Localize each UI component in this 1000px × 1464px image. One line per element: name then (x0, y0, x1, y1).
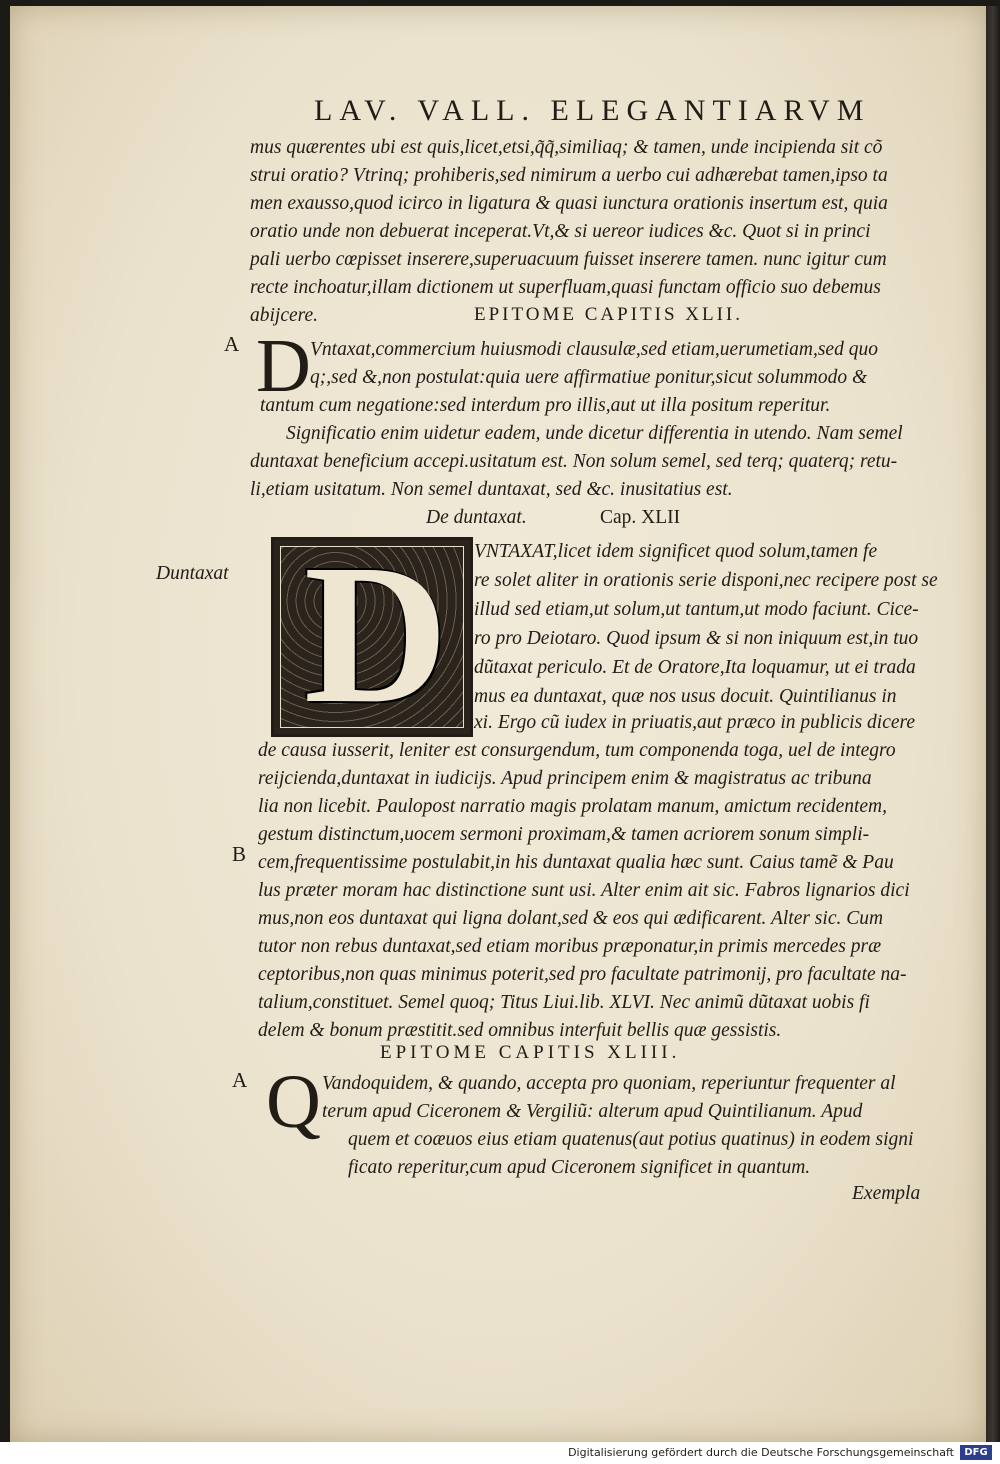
text-line: Vntaxat,commercium huiusmodi clausulæ,sed etiam,uerumetiam,sed quo (310, 339, 878, 360)
drop-cap-d: D (256, 324, 311, 408)
text-line: reijcienda,duntaxat in iudicijs. Apud principem enim & magistratus ac tribuna (258, 768, 872, 789)
text-line: abijcere. (250, 305, 319, 326)
text-line: mus quærentes ubi est quis,licet,etsi,q̃q̃,similiaq; & tamen, unde incipienda sit cõ (250, 137, 883, 158)
margin-letter-a-2: A (232, 1068, 248, 1092)
running-head: LAV. VALL. ELEGANTIARVM (314, 94, 871, 127)
text-line: li,etiam usitatum. Non semel duntaxat, sed &c. inusitatius est. (250, 479, 733, 500)
text-line: delem & bonum præstitit.sed omnibus interfuit bellis quæ gessistis. (258, 1020, 782, 1041)
text-line: lia non licebit. Paulopost narratio magis prolatam manum, amictum recidentem, (258, 796, 888, 817)
text-line: tantum cum negatione:sed interdum pro illis,aut ut illa positum reperitur. (260, 395, 831, 416)
text-line: de causa iusserit, leniter est consurgendum, tum componenda toga, uel de integro (258, 740, 896, 761)
text-line: duntaxat beneficium accepi.usitatum est. Non solum semel, sed terq; quaterq; retu- (250, 451, 898, 472)
text-line: dũtaxat periculo. Et de Oratore,Ita loquamur, ut ei trada (474, 657, 916, 678)
text-line: ficato reperitur,cum apud Ciceronem significet in quantum. (348, 1157, 811, 1178)
text-line: tutor non rebus duntaxat,sed etiam moribus præponatur,in primis mercedes præ (258, 936, 882, 957)
text-line: ceptoribus,non quas minimus poterit,sed pro facultate patrimonij, pro facultate na- (258, 964, 907, 985)
text-line: strui oratio? Vtrinq; prohiberis,sed nimirum a uerbo cui adhærebat tamen,ipso ta (250, 165, 888, 186)
text-line: mus ea duntaxat, quæ nos usus docuit. Quintilianus in (474, 686, 897, 707)
epitome-heading-42: EPITOME CAPITIS XLII. (474, 304, 744, 325)
text-line: ro pro Deiotaro. Quod ipsum & si non iniquum est,in tuo (474, 628, 919, 649)
drop-cap-q: Q (266, 1060, 321, 1144)
text-line: Vandoquidem, & quando, accepta pro quoniam, reperiuntur frequenter al (322, 1073, 896, 1094)
footer-credit: Digitalisierung gefördert durch die Deutsche Forschungsgemeinschaft (568, 1446, 954, 1459)
text-line: re solet aliter in orationis serie disponi,nec recipere post se (474, 570, 938, 591)
text-line: q;,sed &,non postulat:quia uere affirmatiue ponitur,sicut solummodo & (310, 367, 868, 388)
text-line: talium,constituet. Semel quoq; Titus Liui.lib. XLVI. Nec animũ dũtaxat uobis fi (258, 992, 870, 1013)
text-line: terum apud Ciceronem & Vergiliũ: alterum apud Quintilianum. Apud (322, 1101, 863, 1122)
text-line: mus,non eos duntaxat qui ligna dolant,sed & eos qui ædificarent. Alter sic. Cum (258, 908, 884, 929)
text-line: gestum distinctum,uocem sermoni proximam,& tamen acriorem sonum simpli- (258, 824, 870, 845)
text-line: xi. Ergo cũ iudex in priuatis,aut præco in publicis dicere (474, 712, 916, 733)
decorated-initial (271, 524, 473, 745)
text-line: quem et coæuos eius etiam quatenus(aut potius quatinus) in eodem signi (348, 1129, 914, 1150)
text-line: lus præter moram hac distinctione sunt usi. Alter enim ait sic. Fabros lignarios dici (258, 880, 910, 901)
page-edge-shadow (986, 6, 1000, 1442)
book-page (10, 6, 986, 1442)
dfg-logo: DFG (960, 1445, 992, 1460)
text-line: cem,frequentissime postulabit,in his duntaxat qualia hæc sunt. Caius tamẽ & Pau (258, 852, 894, 873)
catchword: Exempla (852, 1183, 921, 1204)
text-line: oratio unde non debuerat inceperat.Vt,& si uereor iudices &c. Quot si in princi (250, 221, 871, 242)
text-line: pali uerbo cœpisset inserere,superuacuum fuisset inserere tamen. nunc igitur cum (250, 249, 887, 270)
text-line: Significatio enim uidetur eadem, unde dicetur differentia in utendo. Nam semel (286, 423, 903, 444)
margin-note: Duntaxat (156, 563, 229, 584)
text-line: VNTAXAT,licet idem significet quod solum,tamen fe (474, 541, 878, 562)
text-line: illud sed etiam,ut solum,ut tantum,ut modo faciunt. Cice- (474, 599, 919, 620)
margin-letter-b: B (232, 842, 247, 866)
decorated-letter-d: D (303, 524, 449, 745)
epitome-heading-43: EPITOME CAPITIS XLIII. (380, 1042, 681, 1063)
digitization-footer (0, 1442, 1000, 1464)
chapter-number: Cap. XLII (600, 507, 681, 528)
text-line: recte inchoatur,illam dictionem ut superfluam,quasi functam officio suo debemus (250, 277, 881, 298)
text-line: men exausso,quod icirco in ligatura & quasi iunctura orationis insertum est, quia (250, 193, 888, 214)
margin-letter-a: A (224, 332, 240, 356)
chapter-title: De duntaxat. (426, 507, 527, 528)
